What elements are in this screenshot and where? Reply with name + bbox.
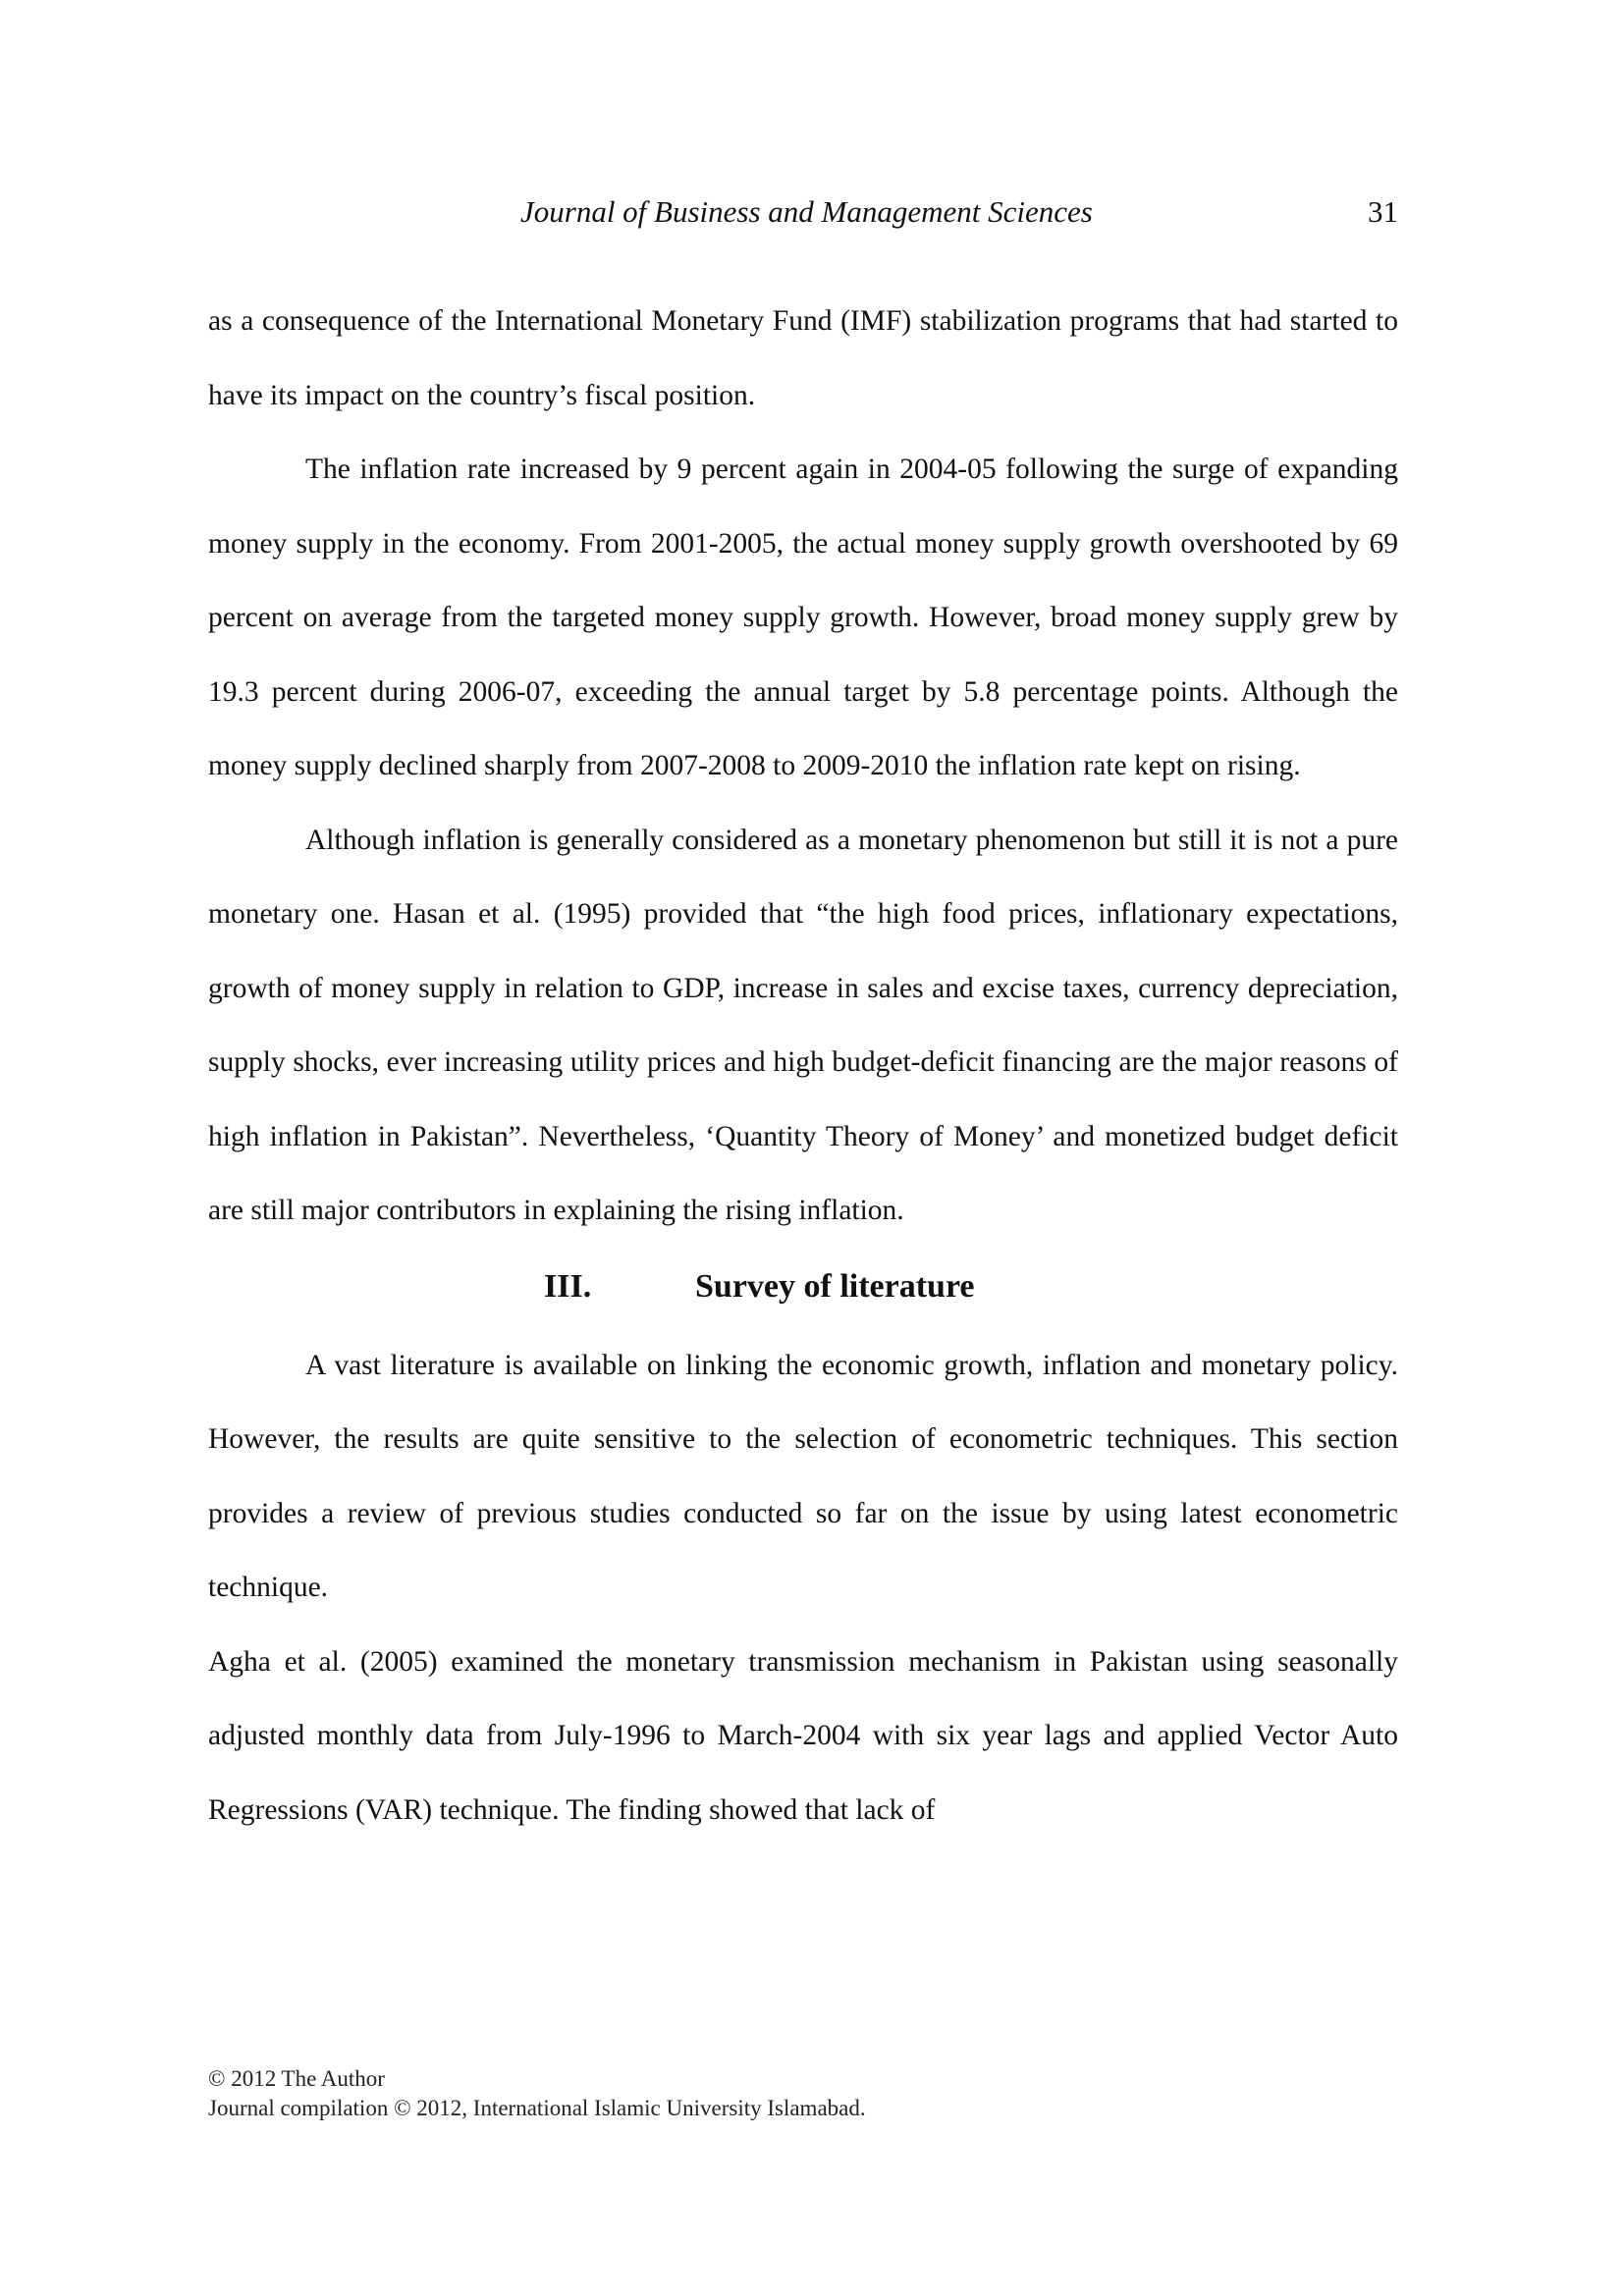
footer-compilation: Journal compilation © 2012, International Islamic University Islamabad.	[208, 2096, 866, 2120]
section-heading	[208, 1249, 1398, 1329]
paragraph-agha-study: Agha et al. (2005) examined the monetary transmission mechanism in Pakistan using seasonally adjusted monthly data from July-1996 to March-2004 with six year lags and applied Vector Auto Regressions (VAR) technique. The finding showed that lack of	[208, 1645, 1398, 1826]
paragraph-inflation-rate: The inflation rate increased by 9 percent again in 2004-05 following the surge of expanding money supply in the economy. From 2001-2005, the actual money supply growth overshooted by 69 percent on average from the targeted money supply growth. However, broad money supply grew by 19.3 percent during 2006-07, exceeding the annual target by 5.8 percentage points. Although the money supply declined sharply from 2007-2008 to 2009-2010 the inflation rate kept on rising.	[208, 454, 1398, 781]
footer-copyright: © 2012 The Author	[208, 2066, 385, 2091]
journal-title: Journal of Business and Management Sciences	[520, 194, 1093, 229]
paragraph-literature-intro: A vast literature is available on linking the economic growth, inflation and monetary policy. However, the results are quite sensitive to the selection of econometric techniques. This section provides a review of previous studies conducted so far on the issue by using latest econometric technique.	[208, 1349, 1398, 1603]
page-number: 31	[1368, 194, 1398, 229]
body-text	[208, 285, 1398, 1847]
page-footer	[208, 2064, 866, 2123]
running-head	[208, 194, 1398, 240]
section-title: Survey of literature	[695, 1267, 975, 1305]
paragraph-continued: as a consequence of the International Monetary Fund (IMF) stabilization programs that had started to have its impact on the country’s fiscal position.	[208, 305, 1398, 411]
paragraph-monetary-phenomenon: Although inflation is generally considered as a monetary phenomenon but still it is not a pure monetary one. Hasan et al. (1995) provided that “the high food prices, inflationary expectations, growth of money supply in relation to GDP, increase in sales and excise taxes, currency depreciation, supply shocks, ever increasing utility prices and high budget-deficit financing are the major reasons of high inflation in Pakistan”. Nevertheless, ‘Quantity Theory of Money’ and monetized budget deficit are still major contributors in explaining the rising inflation.	[208, 824, 1398, 1226]
section-number: III.	[544, 1267, 592, 1305]
